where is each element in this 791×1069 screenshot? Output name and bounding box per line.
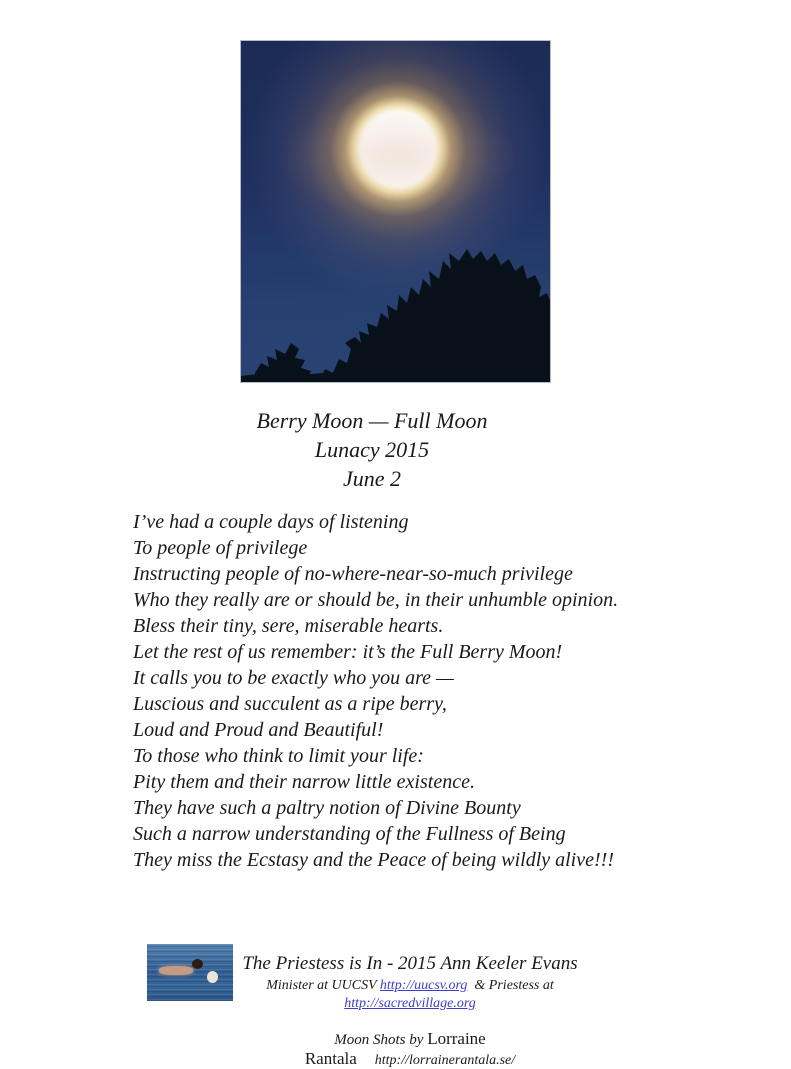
moonshots-line [233,1029,587,1069]
poem-line: To people of privilege [133,537,308,559]
title-line-1: Berry Moon — Full Moon [256,408,488,433]
poem-line: Instructing people of no-where-near-so-much privilege [133,563,573,585]
priestess-infix: & Priestess at [467,978,558,993]
moonshots-prefix: Moon Shots by [334,1032,428,1048]
sacredvillage-link[interactable]: http://sacredvillage.org [344,996,476,1011]
title-line-2: Lunacy 2015 [314,437,430,462]
poem-line: Bless their tiny, sere, miserable hearts. [133,615,444,637]
swimmer-white-head [207,971,218,983]
poem-line: They have such a paltry notion of Divine Bounty [133,797,521,819]
footer [147,944,671,1069]
poem-line: Loud and Proud and Beautiful! [133,719,384,741]
photographer-site-url: http://lorrainerantala.se/ [374,1053,516,1068]
poem-line: I’ve had a couple days of listening [133,511,409,533]
uucsv-link[interactable]: http://uucsv.org [379,978,468,993]
poem-line: They miss the Ecstasy and the Peace of being wildly alive!!! [133,849,614,871]
poem-line: Such a narrow understanding of the Fullness of Being [133,823,566,845]
minister-prefix: Minister at UUCSV [266,978,380,993]
poem-line: Who they really are or should be, in their unhumble opinion. [133,589,619,611]
poem [133,509,791,873]
title-line-3: June 2 [342,466,402,491]
swimmer-body [159,966,193,975]
credit-line: The Priestess is In - 2015 Ann Keeler Evans [242,953,578,974]
moon-photo [240,40,551,383]
swimmer-dark-head [192,959,203,969]
swimmers-photo [147,944,233,1001]
poem-line: Pity them and their narrow little existence. [133,771,475,793]
poem-line: Luscious and succulent as a ripe berry, [133,693,447,715]
tree-silhouette [241,232,550,382]
page-title [0,406,744,493]
poem-line: It calls you to be exactly who you are — [133,667,454,689]
footer-text [233,944,671,1069]
poem-line: Let the rest of us remember: it’s the Full Berry Moon! [133,641,563,663]
minister-line [233,977,587,1013]
poem-line: To those who think to limit your life: [133,745,424,767]
photographer-name: Lorraine Rantala [304,1029,490,1068]
